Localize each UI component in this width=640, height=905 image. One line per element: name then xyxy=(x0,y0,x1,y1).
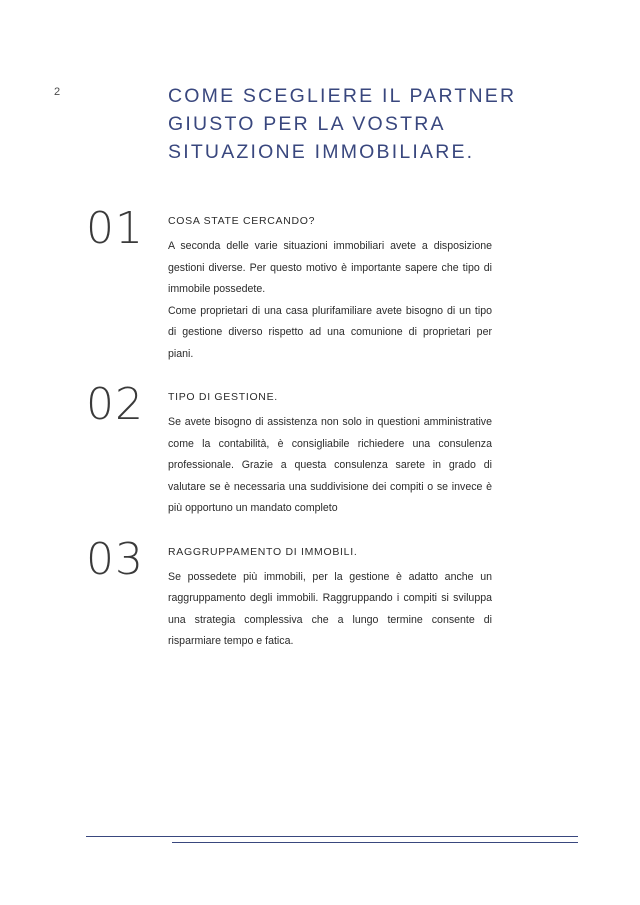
section-paragraph: Se avete bisogno di assistenza non solo in questioni amministrative come la contabilità, è consigliabile richiedere una consulenza professionale. Grazie a questa consulenza sarete in grado di valutare se è necessaria una suddivisione dei compiti o se invece è più opportuno un mandato completo xyxy=(168,416,492,514)
section-text xyxy=(168,567,492,653)
section-item xyxy=(0,379,640,520)
section-paragraph: A seconda delle varie situazioni immobiliari avete a disposizione gestioni diverse. Per questo motivo è importante sapere che tipo di immobile possedete. xyxy=(168,240,492,295)
section-number: 02 xyxy=(86,379,144,430)
section-heading: TIPO DI GESTIONE. xyxy=(168,391,278,403)
section-number: 03 xyxy=(86,533,144,585)
section-heading: RAGGRUPPAMENTO DI IMMOBILI. xyxy=(168,545,358,558)
section-item xyxy=(0,203,640,365)
section-body xyxy=(168,215,492,365)
footer-rule-bottom xyxy=(172,842,578,843)
sections-list xyxy=(0,203,640,679)
footer-rule-top xyxy=(86,836,578,837)
section-body xyxy=(168,391,492,520)
section-text xyxy=(168,412,492,520)
footer-divider xyxy=(86,836,578,844)
section-body xyxy=(168,546,492,653)
section-paragraph: Se possedete più immobili, per la gestione è adatto anche un raggruppamento degli immobili. Raggruppando i compiti si sviluppa una strategia complessiva che a lungo termine consente di risparmiare tempo e fatica. xyxy=(168,570,492,647)
section-item xyxy=(0,533,640,653)
section-number: 01 xyxy=(86,203,144,254)
section-heading: COSA STATE CERCANDO? xyxy=(168,215,316,227)
section-text xyxy=(168,236,492,365)
section-paragraph: Come proprietari di una casa plurifamiliare avete bisogno di un tipo di gestione diverso rispetto ad una comunione di proprietari per piani. xyxy=(168,304,492,360)
page-number: 2 xyxy=(54,86,61,98)
page-title: COME SCEGLIERE IL PARTNER GIUSTO PER LA VOSTRA SITUAZIONE IMMOBILIARE. xyxy=(168,85,517,163)
